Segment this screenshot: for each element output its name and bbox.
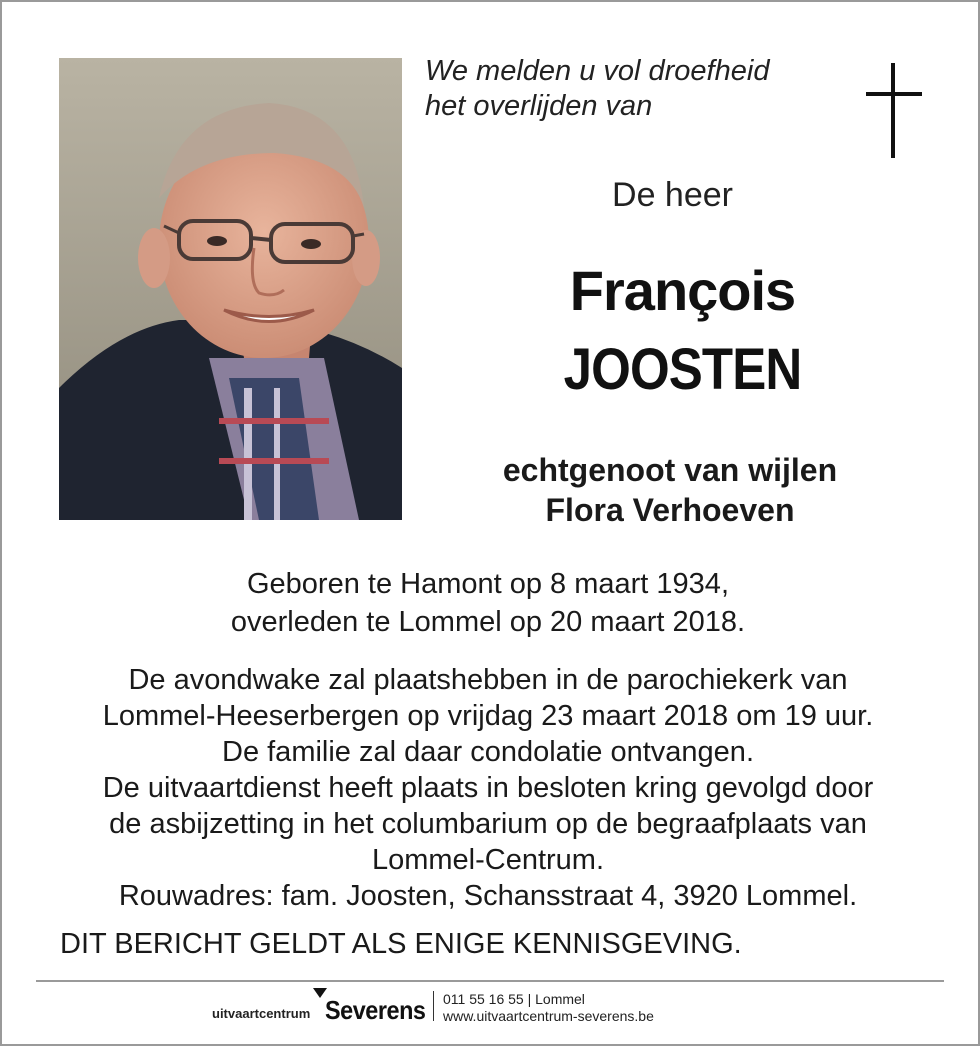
ceremony-line: De uitvaartdienst heeft plaats in besloten kring gevolgd door bbox=[102, 772, 874, 804]
salutation: De heer bbox=[612, 176, 733, 214]
notice-text: DIT BERICHT GELDT ALS ENIGE KENNISGEVING. bbox=[60, 928, 742, 960]
ceremony-line: De familie zal daar condolatie ontvangen. bbox=[222, 736, 754, 768]
brand-small-text: uitvaartcentrum bbox=[212, 1006, 311, 1021]
last-name: JOOSTEN bbox=[563, 337, 802, 402]
portrait-photo bbox=[59, 58, 402, 520]
mourning-address: Rouwadres: fam. Joosten, Schansstraat 4, 3920 Lommel. bbox=[118, 880, 858, 912]
contact-phone: 011 55 16 55 | Lommel bbox=[443, 991, 585, 1007]
ceremony-line: Lommel-Centrum. bbox=[371, 844, 605, 876]
spouse-line-1: echtgenoot van wijlen bbox=[502, 452, 838, 488]
spouse-name: Flora Verhoeven bbox=[545, 492, 795, 528]
cross-icon bbox=[866, 63, 922, 158]
footer bbox=[0, 988, 976, 1028]
birth-line: Geboren te Hamont op 8 maart 1934, bbox=[246, 568, 729, 600]
intro-line-2: het overlijden van bbox=[425, 90, 653, 122]
intro-text bbox=[425, 54, 769, 124]
ceremony-line: De avondwake zal plaatshebben in de parochiekerk van bbox=[128, 664, 848, 696]
footer-divider bbox=[36, 980, 944, 982]
death-line: overleden te Lommel op 20 maart 2018. bbox=[230, 606, 746, 638]
intro-line-1: We melden u vol droefheid bbox=[425, 55, 770, 87]
first-name: François bbox=[569, 259, 796, 322]
contact-website[interactable]: www.uitvaartcentrum-severens.be bbox=[443, 1008, 654, 1024]
brand-separator bbox=[433, 991, 434, 1021]
ceremony-line: Lommel-Heeserbergen op vrijdag 23 maart 2018 om 19 uur. bbox=[102, 700, 874, 732]
ceremony-line: de asbijzetting in het columbarium op de begraafplaats van bbox=[109, 808, 867, 840]
life-dates bbox=[0, 565, 976, 641]
ceremony-details bbox=[0, 662, 976, 914]
spouse-info bbox=[470, 450, 870, 530]
brand-name: Severens bbox=[325, 995, 426, 1025]
